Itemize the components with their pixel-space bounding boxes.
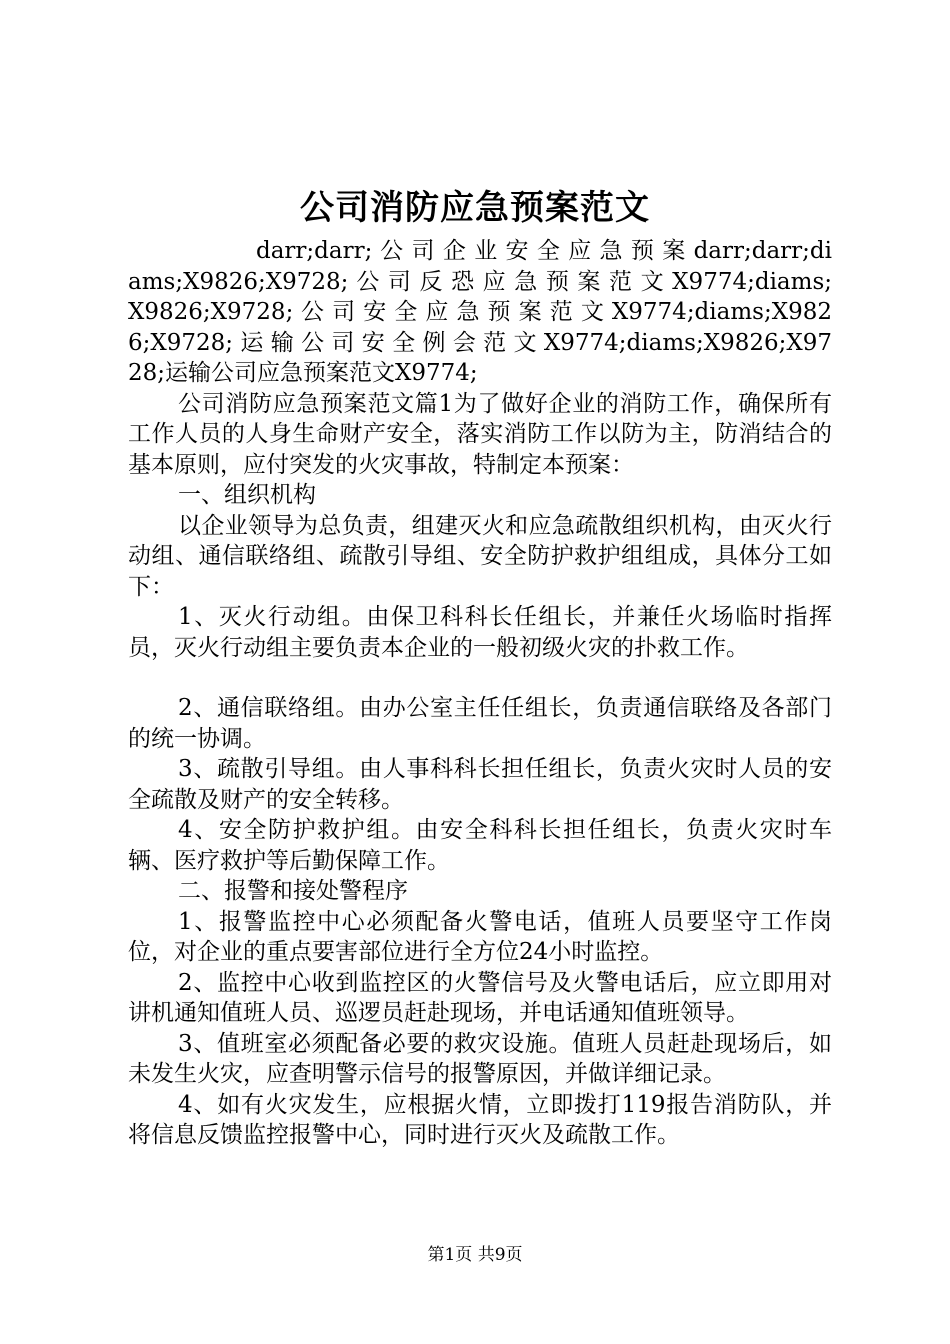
document-title: 公司消防应急预案范文	[300, 188, 650, 228]
section-heading-organization: 一、组织机构	[178, 482, 316, 508]
list-item-alarm-2: 2、监控中心收到监控区的火警信号及火警电话后，应立即用对讲机通知值班人员、巡逻员赶赴现场，并电话通知值班领导。	[128, 969, 832, 1026]
list-item-protection-group: 4、安全防护救护组。由安全科科长担任组长，负责火灾时车辆、医疗救护等后勤保障工作。	[128, 817, 832, 874]
paragraph-1: 公司消防应急预案范文篇1为了做好企业的消防工作，确保所有工作人员的人身生命财产安全，落实消防工作以防为主，防消结合的基本原则，应付突发的火灾事故，特制定本预案：	[128, 390, 832, 478]
paragraph-organization: 以企业领导为总负责，组建灭火和应急疏散组织机构，由灭火行动组、通信联络组、疏散引导组、安全防护救护组组成，具体分工如下：	[128, 512, 832, 600]
list-item-evacuation-group: 3、疏散引导组。由人事科科长担任组长，负责火灾时人员的安全疏散及财产的安全转移。	[128, 756, 832, 813]
section-heading-alarm: 二、报警和接处警程序	[178, 878, 408, 904]
list-item-communication-group: 2、通信联络组。由办公室主任任组长，负责通信联络及各部门的统一协调。	[128, 695, 832, 752]
document-body	[128, 236, 832, 1151]
list-item-alarm-3: 3、值班室必须配备必要的救灾设施。值班人员赶赴现场后，如未发生火灾，应查明警示信号的报警原因，并做详细记录。	[128, 1030, 832, 1087]
page-footer: 第1页 共9页	[427, 1245, 523, 1265]
list-item-fire-action-group: 1、灭火行动组。由保卫科科长任组长，并兼任火场临时指挥员，灭火行动组主要负责本企业的一般初级火灾的扑救工作。	[128, 604, 832, 661]
list-item-alarm-4: 4、如有火灾发生，应根据火情，立即拨打119报告消防队，并将信息反馈监控报警中心，同时进行灭火及疏散工作。	[128, 1091, 832, 1148]
intro-paragraph: darr;darr; 公 司 企 业 安 全 应 急 预 案 darr;darr;diams;X9826;X9728; 公 司 反 恐 应 急 预 案 范 文 X9774;diams;X9826;X9728; 公 司 安 全 应 急 预 案 范 文 X9774;diams;X9826;X9728; 运 输 公 司 安 全 例 会 范 文 X9774;diams;X9826;X9728;运输公司应急预案范文X9774;	[128, 238, 832, 386]
list-item-alarm-1: 1、报警监控中心必须配备火警电话，值班人员要坚守工作岗位，对企业的重点要害部位进行全方位24小时监控。	[128, 908, 832, 965]
